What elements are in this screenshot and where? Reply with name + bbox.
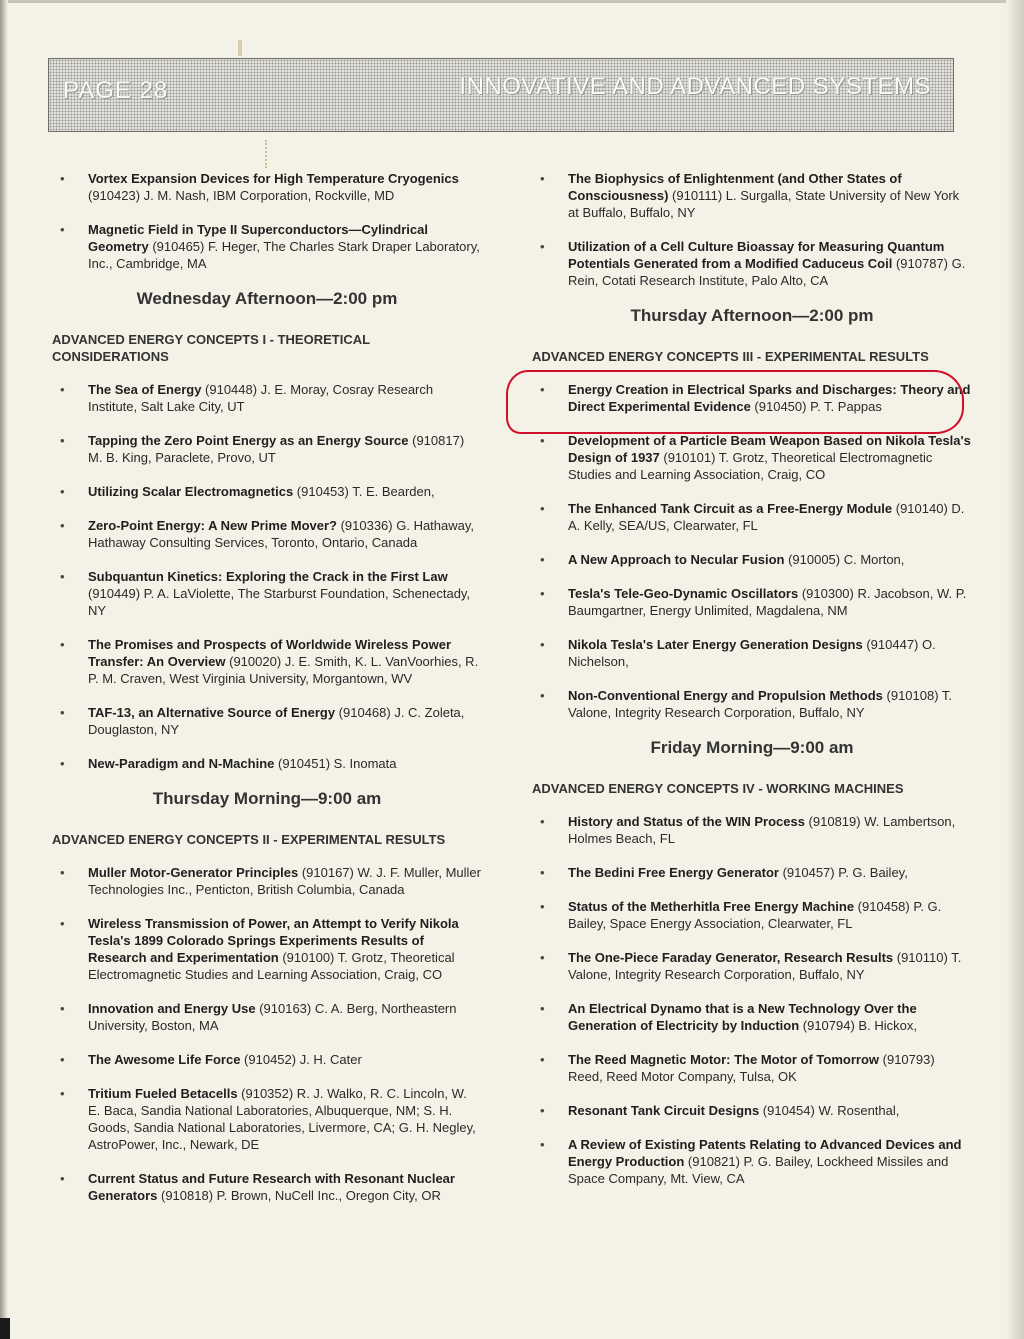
bullet-icon: • bbox=[60, 916, 65, 931]
entry-title: Development of a Particle Beam Weapon Based on Nikola Tesla's Design of 1937 bbox=[568, 433, 971, 465]
entry-details: (910101) T. Grotz, Theoretical Electromagnetic Studies and Learning Association, Craig, CO bbox=[568, 450, 933, 482]
bullet-icon: • bbox=[60, 171, 65, 186]
entry-details: (910453) T. E. Bearden, bbox=[293, 484, 435, 499]
bullet-icon: • bbox=[540, 552, 545, 567]
entry-title: A New Approach to Necular Fusion bbox=[568, 552, 785, 567]
bullet-icon: • bbox=[540, 865, 545, 880]
session-heading: Thursday Afternoon—2:00 pm bbox=[630, 306, 874, 325]
entry-details: (910787) G. Rein, Cotati Research Institute, Palo Alto, CA bbox=[568, 256, 966, 288]
list-item bbox=[532, 813, 972, 847]
entry-details: (910465) F. Heger, The Charles Stark Draper Laboratory, Inc., Cambridge, MA bbox=[88, 239, 480, 271]
entry-details: (910447) O. Nichelson, bbox=[568, 637, 936, 669]
bullet-icon: • bbox=[540, 1137, 545, 1152]
entry-details: (910352) R. J. Walko, R. C. Lincoln, W. E. Baca, Sandia National Laboratories, Albuquerque, NM; S. H. Goods, Sandia National Laboratories, Livermore, CA; G. H. Negley, AstroPower, Inc., Newark, DE bbox=[88, 1086, 476, 1152]
entry-details: (910452) J. H. Cater bbox=[240, 1052, 362, 1067]
entry-title: Zero-Point Energy: A New Prime Mover? bbox=[88, 518, 337, 533]
list-item bbox=[52, 1085, 482, 1153]
entry-title: Current Status and Future Research with Resonant Nuclear Generators bbox=[88, 1171, 455, 1203]
right-page-edge bbox=[1006, 0, 1024, 1339]
paper-blemish bbox=[238, 40, 242, 56]
list-item bbox=[52, 755, 482, 772]
right-column bbox=[532, 170, 972, 1204]
entry-details: (910457) P. G. Bailey, bbox=[778, 865, 908, 880]
list-item bbox=[532, 585, 972, 619]
entry-title: The Biophysics of Enlightenment (and Other States of Consciousness) bbox=[568, 171, 902, 203]
entry-details: (910449) P. A. LaViolette, The Starburst Foundation, Schenectady, NY bbox=[88, 586, 471, 618]
entry-details: (910110) T. Valone, Integrity Research Corporation, Buffalo, NY bbox=[568, 950, 962, 982]
bullet-icon: • bbox=[540, 950, 545, 965]
entry-title: Tesla's Tele-Geo-Dynamic Oscillators bbox=[568, 586, 799, 601]
entry-title: New-Paradigm and N-Machine bbox=[88, 756, 275, 771]
entry-details: (910451) S. Inomata bbox=[274, 756, 397, 771]
entry-title: The Promises and Prospects of Worldwide Wireless Power Transfer: An Overview bbox=[88, 637, 452, 669]
bullet-icon: • bbox=[60, 518, 65, 533]
list-item bbox=[52, 704, 482, 738]
list-item bbox=[532, 949, 972, 983]
entry-details: (910005) C. Morton, bbox=[784, 552, 905, 567]
category-heading: ADVANCED ENERGY CONCEPTS IV - WORKING MACHINES bbox=[532, 781, 904, 796]
entry-title: Innovation and Energy Use bbox=[88, 1001, 256, 1016]
entry-title: Status of the Metherhitla Free Energy Machine bbox=[568, 899, 855, 914]
scan-corner-mark bbox=[0, 1318, 10, 1339]
bullet-icon: • bbox=[60, 484, 65, 499]
list-item bbox=[52, 517, 482, 551]
entry-details: (910794) B. Hickox, bbox=[799, 1018, 917, 1033]
bullet-icon: • bbox=[540, 171, 545, 186]
entry-title: Utilizing Scalar Electromagnetics bbox=[88, 484, 294, 499]
entry-title: Resonant Tank Circuit Designs bbox=[568, 1103, 760, 1118]
entry-title: Nikola Tesla's Later Energy Generation Designs bbox=[568, 637, 863, 652]
bullet-icon: • bbox=[60, 1052, 65, 1067]
entry-details: (910163) C. A. Berg, Northeastern University, Boston, MA bbox=[88, 1001, 457, 1033]
list-item bbox=[532, 636, 972, 670]
list-item bbox=[52, 1051, 482, 1068]
list-item bbox=[532, 1102, 972, 1119]
category-heading: ADVANCED ENERGY CONCEPTS III - EXPERIMENTAL RESULTS bbox=[532, 349, 929, 364]
bullet-icon: • bbox=[60, 222, 65, 237]
session-heading: Thursday Morning—9:00 am bbox=[152, 789, 382, 808]
list-item bbox=[52, 1000, 482, 1034]
entry-title: Subquantun Kinetics: Exploring the Crack in the First Law bbox=[88, 569, 448, 584]
entry-details: (910423) J. M. Nash, IBM Corporation, Rockville, MD bbox=[88, 188, 395, 203]
entry-title: Non-Conventional Energy and Propulsion Methods bbox=[568, 688, 883, 703]
bullet-icon: • bbox=[60, 756, 65, 771]
entry-details: (910450) P. T. Pappas bbox=[750, 399, 882, 414]
list-item bbox=[532, 864, 972, 881]
list-item bbox=[52, 864, 482, 898]
list-item bbox=[532, 1000, 972, 1034]
list-item bbox=[532, 551, 972, 568]
entry-details: (910817) M. B. King, Paraclete, Provo, UT bbox=[88, 433, 465, 465]
entry-details: (910300) R. Jacobson, W. P. Baumgartner, Energy Unlimited, Magdalena, NM bbox=[568, 586, 967, 618]
entry-title: TAF-13, an Alternative Source of Energy bbox=[88, 705, 336, 720]
category-heading: ADVANCED ENERGY CONCEPTS II - EXPERIMENTAL RESULTS bbox=[52, 832, 446, 847]
list-item bbox=[532, 500, 972, 534]
bullet-icon: • bbox=[540, 637, 545, 652]
entry-title: The Sea of Energy bbox=[88, 382, 202, 397]
bullet-icon: • bbox=[540, 433, 545, 448]
list-item bbox=[532, 432, 972, 483]
highlighted-list-item bbox=[532, 381, 972, 415]
entry-title: Tritium Fueled Betacells bbox=[88, 1086, 238, 1101]
entry-title: Utilization of a Cell Culture Bioassay for Measuring Quantum Potentials Generated from a Modified Caduceus Coil bbox=[568, 239, 945, 271]
list-item bbox=[52, 1170, 482, 1204]
category-heading: ADVANCED ENERGY CONCEPTS I - THEORETICAL CONSIDERATIONS bbox=[52, 332, 370, 364]
bullet-icon: • bbox=[540, 688, 545, 703]
list-item bbox=[532, 898, 972, 932]
entry-title: The Awesome Life Force bbox=[88, 1052, 241, 1067]
entry-title: History and Status of the WIN Process bbox=[568, 814, 805, 829]
top-edge bbox=[0, 0, 1024, 3]
entry-details: (910108) T. Valone, Integrity Research Corporation, Buffalo, NY bbox=[568, 688, 953, 720]
bullet-icon: • bbox=[60, 569, 65, 584]
bullet-icon: • bbox=[540, 899, 545, 914]
bullet-icon: • bbox=[540, 1052, 545, 1067]
bullet-icon: • bbox=[60, 865, 65, 880]
bullet-icon: • bbox=[540, 501, 545, 516]
bullet-icon: • bbox=[60, 382, 65, 397]
left-column bbox=[52, 170, 482, 1221]
entry-title: Wireless Transmission of Power, an Attempt to Verify Nikola Tesla's 1899 Colorado Springs Experiments Results of Research and Experimentation bbox=[88, 916, 459, 965]
list-item bbox=[52, 432, 482, 466]
list-item bbox=[532, 238, 972, 289]
entry-title: Muller Motor-Generator Principles bbox=[88, 865, 299, 880]
bullet-icon: • bbox=[60, 1001, 65, 1016]
entry-details: (910458) P. G. Bailey, Space Energy Association, Clearwater, FL bbox=[568, 899, 942, 931]
bullet-icon: • bbox=[540, 1103, 545, 1118]
entry-title: The Reed Magnetic Motor: The Motor of Tomorrow bbox=[568, 1052, 880, 1067]
entry-details: (910468) J. C. Zoleta, Douglaston, NY bbox=[88, 705, 465, 737]
entry-details: (910454) W. Rosenthal, bbox=[759, 1103, 900, 1118]
left-binding-shadow bbox=[0, 0, 8, 1339]
bullet-icon: • bbox=[540, 1001, 545, 1016]
list-item bbox=[52, 483, 482, 500]
entry-title: The Bedini Free Energy Generator bbox=[568, 865, 779, 880]
list-item bbox=[52, 221, 482, 272]
section-title: INNOVATIVE AND ADVANCED SYSTEMS bbox=[459, 73, 931, 100]
paper-blemish bbox=[265, 140, 277, 168]
list-item bbox=[52, 170, 482, 204]
entry-details: (910821) P. G. Bailey, Lockheed Missiles and Space Company, Mt. View, CA bbox=[568, 1154, 949, 1186]
entry-details: (910111) L. Surgalla, State University of New York at Buffalo, Buffalo, NY bbox=[568, 188, 960, 220]
session-heading: Friday Morning—9:00 am bbox=[650, 738, 854, 757]
list-item bbox=[532, 170, 972, 221]
entry-title: An Electrical Dynamo that is a New Technology Over the Generation of Electricity by Induction bbox=[568, 1001, 917, 1033]
list-item bbox=[532, 687, 972, 721]
entry-title: Tapping the Zero Point Energy as an Energy Source bbox=[88, 433, 409, 448]
entry-title: The Enhanced Tank Circuit as a Free-Energy Module bbox=[568, 501, 893, 516]
entry-title: A Review of Existing Patents Relating to Advanced Devices and Energy Production bbox=[568, 1137, 962, 1169]
session-heading: Wednesday Afternoon—2:00 pm bbox=[136, 289, 398, 308]
entry-details: (910167) W. J. F. Muller, Muller Technologies Inc., Penticton, British Columbia, Canada bbox=[88, 865, 481, 897]
list-item bbox=[52, 915, 482, 983]
bullet-icon: • bbox=[540, 382, 545, 397]
list-item bbox=[52, 381, 482, 415]
list-item bbox=[532, 1051, 972, 1085]
list-item bbox=[532, 1136, 972, 1187]
entry-title: Energy Creation in Electrical Sparks and Discharges: Theory and Direct Experimental Evidence bbox=[568, 382, 971, 414]
page-number: PAGE 28 bbox=[63, 77, 169, 104]
entry-details: (910448) J. E. Moray, Cosray Research Institute, Salt Lake City, UT bbox=[88, 382, 434, 414]
entry-details: (910793) Reed, Reed Motor Company, Tulsa, OK bbox=[568, 1052, 935, 1084]
bullet-icon: • bbox=[60, 637, 65, 652]
bullet-icon: • bbox=[60, 705, 65, 720]
list-item bbox=[52, 636, 482, 687]
entry-details: (910140) D. A. Kelly, SEA/US, Clearwater, FL bbox=[568, 501, 965, 533]
bullet-icon: • bbox=[540, 239, 545, 254]
entry-details: (910020) J. E. Smith, K. L. VanVoorhies, R. P. M. Craven, West Virginia University, Morgantown, WV bbox=[88, 654, 479, 686]
entry-title: Vortex Expansion Devices for High Temperature Cryogenics bbox=[88, 171, 459, 186]
bullet-icon: • bbox=[60, 433, 65, 448]
entry-details: (910818) P. Brown, NuCell Inc., Oregon City, OR bbox=[157, 1188, 441, 1203]
bullet-icon: • bbox=[540, 586, 545, 601]
bullet-icon: • bbox=[60, 1086, 65, 1101]
entry-details: (910819) W. Lambertson, Holmes Beach, FL bbox=[568, 814, 956, 846]
list-item bbox=[52, 568, 482, 619]
entry-title: Magnetic Field in Type II Superconductors—Cylindrical Geometry bbox=[88, 222, 428, 254]
entry-title: The One-Piece Faraday Generator, Research Results bbox=[568, 950, 894, 965]
entry-details: (910100) T. Grotz, Theoretical Electromagnetic Studies and Learning Association, Craig, CO bbox=[88, 950, 455, 982]
entry-details: (910336) G. Hathaway, Hathaway Consulting Services, Toronto, Ontario, Canada bbox=[88, 518, 475, 550]
page-header bbox=[48, 58, 954, 132]
bullet-icon: • bbox=[540, 814, 545, 829]
bullet-icon: • bbox=[60, 1171, 65, 1186]
